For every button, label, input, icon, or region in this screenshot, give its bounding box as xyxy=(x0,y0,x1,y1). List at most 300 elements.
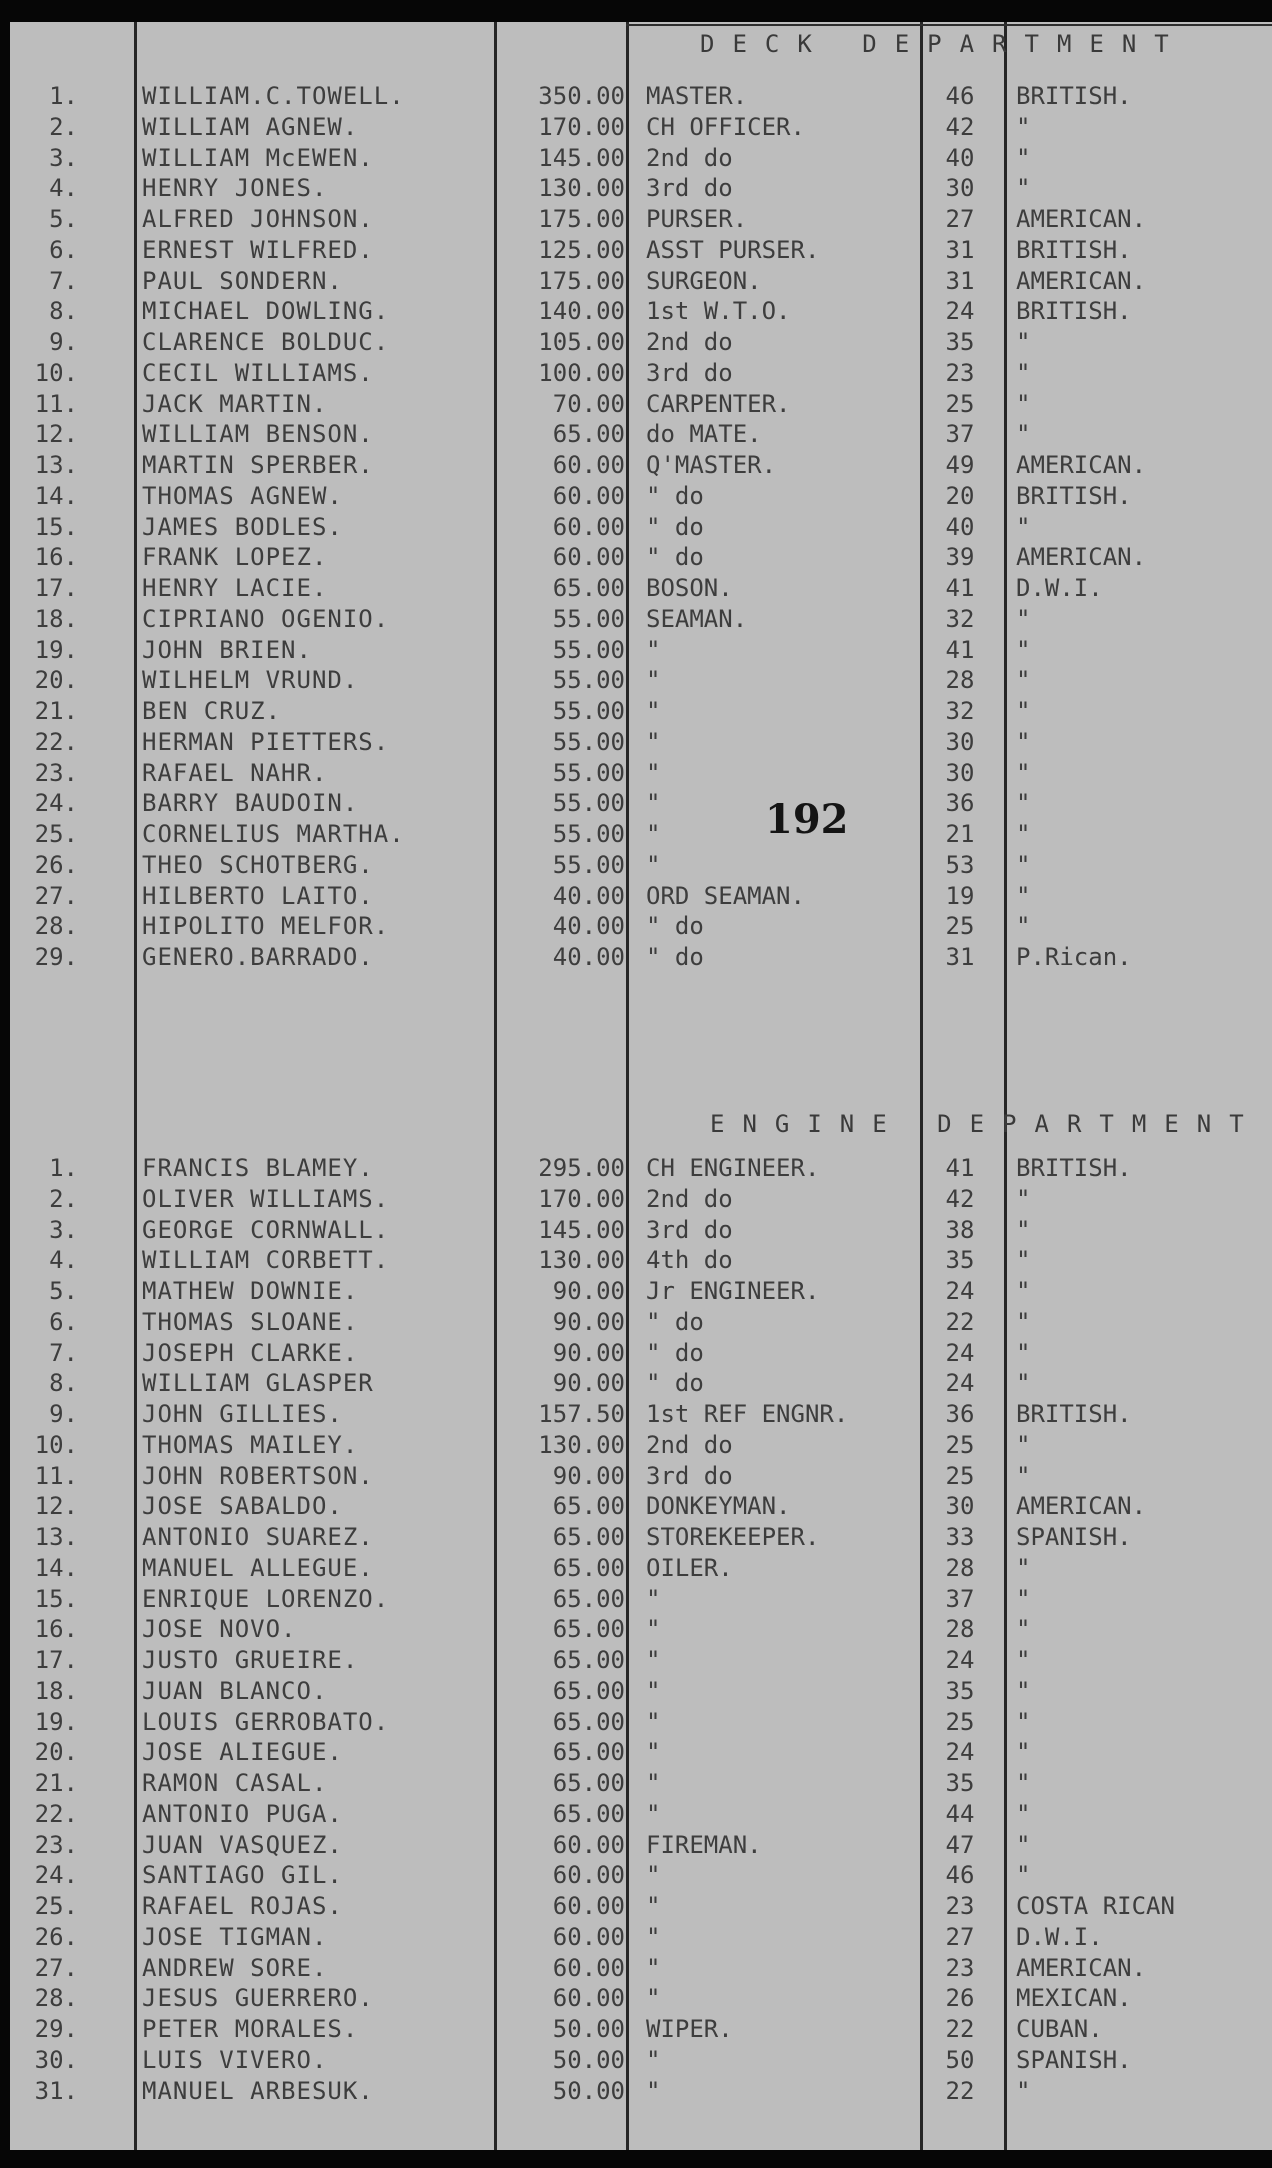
crew-number: 6. xyxy=(49,1307,78,1336)
crew-row xyxy=(10,1921,1272,1953)
monthly-wage: 125.00 xyxy=(538,235,625,264)
crew-row xyxy=(10,1214,1272,1246)
crew-age: 20 xyxy=(945,481,975,510)
crew-age: 38 xyxy=(945,1215,975,1244)
monthly-wage: 65.00 xyxy=(552,1738,625,1767)
monthly-wage: 50.00 xyxy=(552,2076,625,2105)
crew-number: 12. xyxy=(34,420,78,449)
crew-rank: " xyxy=(646,758,661,787)
monthly-wage: 55.00 xyxy=(552,697,625,725)
crew-number: 21. xyxy=(34,1769,78,1797)
crew-row xyxy=(10,1306,1272,1338)
crew-name: MARTIN SPERBER. xyxy=(142,451,374,479)
crew-name: ERNEST WILFRED. xyxy=(142,235,374,264)
monthly-wage: 55.00 xyxy=(552,820,625,848)
crew-age: 41 xyxy=(945,574,975,602)
crew-name: JOHN BRIEN. xyxy=(142,635,312,664)
crew-nationality: " xyxy=(1016,1615,1031,1644)
crew-number: 23. xyxy=(34,1830,78,1859)
crew-nationality: " xyxy=(1016,1461,1031,1490)
crew-row xyxy=(10,172,1272,204)
crew-row xyxy=(10,1429,1272,1461)
crew-nationality: " xyxy=(1016,1338,1031,1367)
crew-row xyxy=(10,787,1272,819)
crew-row xyxy=(10,1706,1272,1738)
crew-age: 32 xyxy=(945,697,975,725)
crew-nationality: " xyxy=(1016,1769,1031,1797)
crew-number: 10. xyxy=(34,358,78,387)
monthly-wage: 55.00 xyxy=(552,635,625,664)
crew-number: 24. xyxy=(34,789,78,818)
monthly-wage: 55.00 xyxy=(552,789,625,818)
crew-name: PETER MORALES. xyxy=(142,2015,359,2043)
crew-nationality: " xyxy=(1016,143,1031,172)
crew-rank: do MATE. xyxy=(646,420,762,449)
crew-number: 22. xyxy=(34,727,78,756)
monthly-wage: 100.00 xyxy=(538,358,625,387)
crew-rank: WIPER. xyxy=(646,2015,733,2043)
monthly-wage: 105.00 xyxy=(538,328,625,356)
crew-row xyxy=(10,1337,1272,1369)
crew-number: 11. xyxy=(34,1461,78,1490)
crew-name: WILLIAM CORBETT. xyxy=(142,1246,390,1275)
monthly-wage: 65.00 xyxy=(552,1707,625,1736)
crew-nationality: " xyxy=(1016,666,1031,695)
crew-row xyxy=(10,1183,1272,1215)
crew-nationality: SPANISH. xyxy=(1016,2045,1132,2074)
monthly-wage: 40.00 xyxy=(552,881,625,910)
crew-row xyxy=(10,1982,1272,2014)
monthly-wage: 65.00 xyxy=(552,1769,625,1797)
crew-number: 7. xyxy=(49,266,78,295)
crew-name: JESUS GUERRERO. xyxy=(142,1984,374,2013)
crew-rank: OILER. xyxy=(646,1553,733,1582)
crew-nationality: " xyxy=(1016,112,1031,141)
crew-name: JUAN VASQUEZ. xyxy=(142,1830,343,1859)
monthly-wage: 65.00 xyxy=(552,1553,625,1582)
crew-row xyxy=(10,572,1272,604)
crew-age: 23 xyxy=(945,358,975,387)
crew-row xyxy=(10,265,1272,297)
crew-rank: 2nd do xyxy=(646,1184,733,1213)
crew-row xyxy=(10,603,1272,635)
crew-name: ANTONIO PUGA. xyxy=(142,1799,343,1828)
crew-row xyxy=(10,664,1272,696)
crew-number: 15. xyxy=(34,1584,78,1613)
monthly-wage: 350.00 xyxy=(538,82,625,110)
crew-number: 5. xyxy=(49,205,78,233)
crew-row xyxy=(10,1152,1272,1184)
monthly-wage: 60.00 xyxy=(552,1861,625,1890)
monthly-wage: 60.00 xyxy=(552,1830,625,1859)
crew-rank: " do xyxy=(646,1338,704,1367)
crew-age: 40 xyxy=(945,512,975,541)
crew-nationality: " xyxy=(1016,1830,1031,1859)
crew-rank: " xyxy=(646,635,661,664)
crew-row xyxy=(10,1521,1272,1553)
crew-number: 30. xyxy=(34,2045,78,2074)
crew-rank: BOSON. xyxy=(646,574,733,602)
crew-row xyxy=(10,480,1272,512)
crew-nationality: " xyxy=(1016,1799,1031,1828)
crew-rank: " xyxy=(646,666,661,695)
crew-name: RAFAEL ROJAS. xyxy=(142,1892,343,1920)
crew-rank: 2nd do xyxy=(646,1430,733,1459)
crew-number: 18. xyxy=(34,604,78,633)
crew-row xyxy=(10,1767,1272,1799)
crew-nationality: " xyxy=(1016,358,1031,387)
crew-name: JACK MARTIN. xyxy=(142,389,328,418)
crew-row xyxy=(10,295,1272,327)
crew-rank: CH OFFICER. xyxy=(646,112,805,141)
crew-number: 20. xyxy=(34,666,78,695)
crew-name: HENRY JONES. xyxy=(142,174,328,203)
crew-name: HENRY LACIE. xyxy=(142,574,328,602)
crew-name: CLARENCE BOLDUC. xyxy=(142,328,390,356)
crew-name: ENRIQUE LORENZO. xyxy=(142,1584,390,1613)
crew-row xyxy=(10,2013,1272,2045)
monthly-wage: 55.00 xyxy=(552,850,625,879)
crew-row xyxy=(10,111,1272,143)
crew-rank: 3rd do xyxy=(646,174,733,203)
crew-name: JUAN BLANCO. xyxy=(142,1676,328,1705)
crew-number: 3. xyxy=(49,143,78,172)
crew-nationality: " xyxy=(1016,1553,1031,1582)
crew-number: 2. xyxy=(49,1184,78,1213)
crew-number: 31. xyxy=(34,2076,78,2105)
crew-rank: SEAMAN. xyxy=(646,604,748,633)
crew-rank: " xyxy=(646,789,661,818)
crew-nationality: " xyxy=(1016,328,1031,356)
crew-age: 25 xyxy=(945,1430,975,1459)
crew-age: 46 xyxy=(945,1861,975,1890)
crew-name: RAMON CASAL. xyxy=(142,1769,328,1797)
crew-number: 4. xyxy=(49,1246,78,1275)
crew-name: OLIVER WILLIAMS. xyxy=(142,1184,390,1213)
crew-age: 42 xyxy=(945,1184,975,1213)
crew-number: 22. xyxy=(34,1799,78,1828)
crew-number: 23. xyxy=(34,758,78,787)
crew-row xyxy=(10,757,1272,789)
crew-number: 18. xyxy=(34,1676,78,1705)
crew-nationality: SPANISH. xyxy=(1016,1523,1132,1551)
crew-age: 33 xyxy=(945,1523,975,1551)
monthly-wage: 130.00 xyxy=(538,1430,625,1459)
crew-nationality: D.W.I. xyxy=(1016,574,1103,602)
crew-nationality: " xyxy=(1016,2076,1031,2105)
crew-row xyxy=(10,726,1272,758)
crew-number: 11. xyxy=(34,389,78,418)
crew-nationality: " xyxy=(1016,1369,1031,1398)
crew-nationality: " xyxy=(1016,912,1031,941)
crew-number: 16. xyxy=(34,543,78,572)
crew-row xyxy=(10,357,1272,389)
crew-number: 29. xyxy=(34,2015,78,2043)
crew-number: 16. xyxy=(34,1615,78,1644)
crew-number: 24. xyxy=(34,1861,78,1890)
crew-age: 32 xyxy=(945,604,975,633)
crew-name: THOMAS SLOANE. xyxy=(142,1307,359,1336)
crew-row xyxy=(10,818,1272,850)
crew-number: 8. xyxy=(49,297,78,326)
crew-number: 25. xyxy=(34,1892,78,1920)
crew-nationality: " xyxy=(1016,1246,1031,1275)
crew-number: 3. xyxy=(49,1215,78,1244)
crew-name: ALFRED JOHNSON. xyxy=(142,205,374,233)
crew-row xyxy=(10,1583,1272,1615)
crew-rank: " xyxy=(646,1984,661,2013)
monthly-wage: 60.00 xyxy=(552,1922,625,1951)
crew-row xyxy=(10,880,1272,912)
monthly-wage: 65.00 xyxy=(552,1646,625,1674)
monthly-wage: 60.00 xyxy=(552,451,625,479)
crew-number: 28. xyxy=(34,1984,78,2013)
monthly-wage: 175.00 xyxy=(538,266,625,295)
monthly-wage: 65.00 xyxy=(552,1799,625,1828)
crew-name: WILLIAM AGNEW. xyxy=(142,112,359,141)
crew-rank: " xyxy=(646,1584,661,1613)
crew-rank: " xyxy=(646,1738,661,1767)
crew-number: 1. xyxy=(49,1154,78,1182)
crew-rank: FIREMAN. xyxy=(646,1830,762,1859)
crew-nationality: AMERICAN. xyxy=(1016,543,1147,572)
crew-number: 26. xyxy=(34,1922,78,1951)
crew-age: 35 xyxy=(945,328,975,356)
crew-row xyxy=(10,1736,1272,1768)
crew-name: FRANK LOPEZ. xyxy=(142,543,328,572)
crew-rank: " xyxy=(646,2045,661,2074)
crew-age: 42 xyxy=(945,112,975,141)
crew-age: 36 xyxy=(945,1400,975,1428)
crew-number: 27. xyxy=(34,1953,78,1982)
crew-age: 25 xyxy=(945,1461,975,1490)
crew-row xyxy=(10,1244,1272,1276)
crew-row xyxy=(10,1552,1272,1584)
crew-nationality: " xyxy=(1016,1430,1031,1459)
crew-name: BEN CRUZ. xyxy=(142,697,282,725)
crew-name: JOSE NOVO. xyxy=(142,1615,297,1644)
crew-row xyxy=(10,1460,1272,1492)
monthly-wage: 65.00 xyxy=(552,1615,625,1644)
crew-name: FRANCIS BLAMEY. xyxy=(142,1154,374,1182)
crew-age: 41 xyxy=(945,1154,975,1182)
crew-row xyxy=(10,1952,1272,1984)
crew-row xyxy=(10,1275,1272,1307)
crew-rank: " do xyxy=(646,543,704,572)
crew-name: WILHELM VRUND. xyxy=(142,666,359,695)
crew-age: 24 xyxy=(945,1738,975,1767)
monthly-wage: 50.00 xyxy=(552,2015,625,2043)
crew-age: 46 xyxy=(945,82,975,110)
crew-nationality: " xyxy=(1016,1738,1031,1767)
crew-name: MANUEL ARBESUK. xyxy=(142,2076,374,2105)
crew-rank: 1st W.T.O. xyxy=(646,297,791,326)
deck-department-heading: DECK DEPARTMENT xyxy=(700,30,1187,58)
crew-number: 6. xyxy=(49,235,78,264)
crew-rank: 4th do xyxy=(646,1246,733,1275)
crew-nationality: BRITISH. xyxy=(1016,82,1132,110)
crew-name: WILLIAM McEWEN. xyxy=(142,143,374,172)
crew-rank: 2nd do xyxy=(646,143,733,172)
crew-rank: SURGEON. xyxy=(646,266,762,295)
crew-rank: 3rd do xyxy=(646,1215,733,1244)
crew-name: BARRY BAUDOIN. xyxy=(142,789,359,818)
crew-row xyxy=(10,910,1272,942)
crew-row xyxy=(10,80,1272,112)
crew-row xyxy=(10,1367,1272,1399)
crew-number: 5. xyxy=(49,1277,78,1305)
crew-age: 25 xyxy=(945,912,975,941)
crew-row xyxy=(10,1644,1272,1676)
crew-row xyxy=(10,203,1272,235)
crew-nationality: " xyxy=(1016,604,1031,633)
crew-age: 50 xyxy=(945,2045,975,2074)
crew-rank: " xyxy=(646,850,661,879)
crew-age: 40 xyxy=(945,143,975,172)
crew-row xyxy=(10,1490,1272,1522)
monthly-wage: 55.00 xyxy=(552,758,625,787)
monthly-wage: 65.00 xyxy=(552,1584,625,1613)
crew-number: 28. xyxy=(34,912,78,941)
crew-rank: " xyxy=(646,1615,661,1644)
crew-age: 41 xyxy=(945,635,975,664)
crew-rank: " xyxy=(646,1707,661,1736)
crew-age: 22 xyxy=(945,2015,975,2043)
crew-nationality: " xyxy=(1016,512,1031,541)
monthly-wage: 157.50 xyxy=(538,1400,625,1428)
monthly-wage: 65.00 xyxy=(552,1676,625,1705)
crew-nationality: AMERICAN. xyxy=(1016,266,1147,295)
crew-nationality: BRITISH. xyxy=(1016,297,1132,326)
monthly-wage: 60.00 xyxy=(552,1984,625,2013)
crew-nationality: " xyxy=(1016,789,1031,818)
crew-name: GEORGE CORNWALL. xyxy=(142,1215,390,1244)
monthly-wage: 40.00 xyxy=(552,943,625,971)
crew-age: 30 xyxy=(945,174,975,203)
crew-rank: Q'MASTER. xyxy=(646,451,777,479)
crew-row xyxy=(10,1890,1272,1922)
crew-row xyxy=(10,2044,1272,2076)
crew-name: WILLIAM BENSON. xyxy=(142,420,374,449)
monthly-wage: 90.00 xyxy=(552,1369,625,1398)
monthly-wage: 60.00 xyxy=(552,1953,625,1982)
crew-age: 31 xyxy=(945,943,975,971)
monthly-wage: 50.00 xyxy=(552,2045,625,2074)
crew-number: 19. xyxy=(34,1707,78,1736)
crew-age: 23 xyxy=(945,1892,975,1920)
crew-row xyxy=(10,449,1272,481)
crew-nationality: " xyxy=(1016,1861,1031,1890)
monthly-wage: 55.00 xyxy=(552,727,625,756)
crew-age: 28 xyxy=(945,1553,975,1582)
crew-name: MANUEL ALLEGUE. xyxy=(142,1553,374,1582)
crew-number: 27. xyxy=(34,881,78,910)
monthly-wage: 175.00 xyxy=(538,205,625,233)
crew-age: 21 xyxy=(945,820,975,848)
crew-nationality: " xyxy=(1016,389,1031,418)
crew-number: 14. xyxy=(34,481,78,510)
crew-name: HERMAN PIETTERS. xyxy=(142,727,390,756)
crew-nationality: " xyxy=(1016,174,1031,203)
crew-name: JOHN GILLIES. xyxy=(142,1400,343,1428)
monthly-wage: 140.00 xyxy=(538,297,625,326)
crew-name: WILLIAM.C.TOWELL. xyxy=(142,82,405,110)
crew-nationality: " xyxy=(1016,697,1031,725)
crew-age: 36 xyxy=(945,789,975,818)
crew-rank: " xyxy=(646,1922,661,1951)
crew-number: 17. xyxy=(34,574,78,602)
crew-name: CIPRIANO OGENIO. xyxy=(142,604,390,633)
crew-rank: " do xyxy=(646,1307,704,1336)
crew-nationality: " xyxy=(1016,420,1031,449)
crew-row xyxy=(10,511,1272,543)
crew-row xyxy=(10,2075,1272,2107)
crew-number: 29. xyxy=(34,943,78,971)
crew-age: 26 xyxy=(945,1984,975,2013)
monthly-wage: 145.00 xyxy=(538,1215,625,1244)
crew-name: ANTONIO SUAREZ. xyxy=(142,1523,374,1551)
crew-row xyxy=(10,418,1272,450)
crew-name: LOUIS GERROBATO. xyxy=(142,1707,390,1736)
crew-rank: " xyxy=(646,1892,661,1920)
crew-age: 22 xyxy=(945,2076,975,2105)
crew-name: JOSEPH CLARKE. xyxy=(142,1338,359,1367)
crew-rank: " xyxy=(646,697,661,725)
crew-name: CORNELIUS MARTHA. xyxy=(142,820,405,848)
crew-nationality: " xyxy=(1016,1646,1031,1674)
crew-age: 44 xyxy=(945,1799,975,1828)
crew-rank: MASTER. xyxy=(646,82,748,110)
crew-nationality: " xyxy=(1016,850,1031,879)
monthly-wage: 60.00 xyxy=(552,543,625,572)
crew-age: 49 xyxy=(945,451,975,479)
crew-rank: " do xyxy=(646,1369,704,1398)
crew-number: 19. xyxy=(34,635,78,664)
crew-rank: " xyxy=(646,2076,661,2105)
crew-name: HILBERTO LAITO. xyxy=(142,881,374,910)
crew-age: 28 xyxy=(945,1615,975,1644)
crew-nationality: " xyxy=(1016,1676,1031,1705)
crew-rank: CH ENGINEER. xyxy=(646,1154,820,1182)
crew-age: 25 xyxy=(945,389,975,418)
monthly-wage: 55.00 xyxy=(552,604,625,633)
monthly-wage: 65.00 xyxy=(552,1523,625,1551)
monthly-wage: 65.00 xyxy=(552,420,625,449)
crew-row xyxy=(10,695,1272,727)
crew-name: WILLIAM GLASPER xyxy=(142,1369,374,1398)
crew-name: HIPOLITO MELFOR. xyxy=(142,912,390,941)
crew-age: 23 xyxy=(945,1953,975,1982)
crew-name: SANTIAGO GIL. xyxy=(142,1861,343,1890)
crew-age: 35 xyxy=(945,1769,975,1797)
crew-row xyxy=(10,326,1272,358)
monthly-wage: 60.00 xyxy=(552,512,625,541)
crew-age: 35 xyxy=(945,1246,975,1275)
crew-number: 20. xyxy=(34,1738,78,1767)
crew-name: GENERO.BARRADO. xyxy=(142,943,374,971)
crew-rank: " do xyxy=(646,912,704,941)
crew-nationality: " xyxy=(1016,1584,1031,1613)
crew-name: CECIL WILLIAMS. xyxy=(142,358,374,387)
monthly-wage: 170.00 xyxy=(538,112,625,141)
crew-age: 53 xyxy=(945,850,975,879)
crew-nationality: " xyxy=(1016,881,1031,910)
crew-rank: ASST PURSER. xyxy=(646,235,820,264)
crew-number: 2. xyxy=(49,112,78,141)
monthly-wage: 55.00 xyxy=(552,666,625,695)
monthly-wage: 130.00 xyxy=(538,1246,625,1275)
crew-rank: " do xyxy=(646,943,704,971)
